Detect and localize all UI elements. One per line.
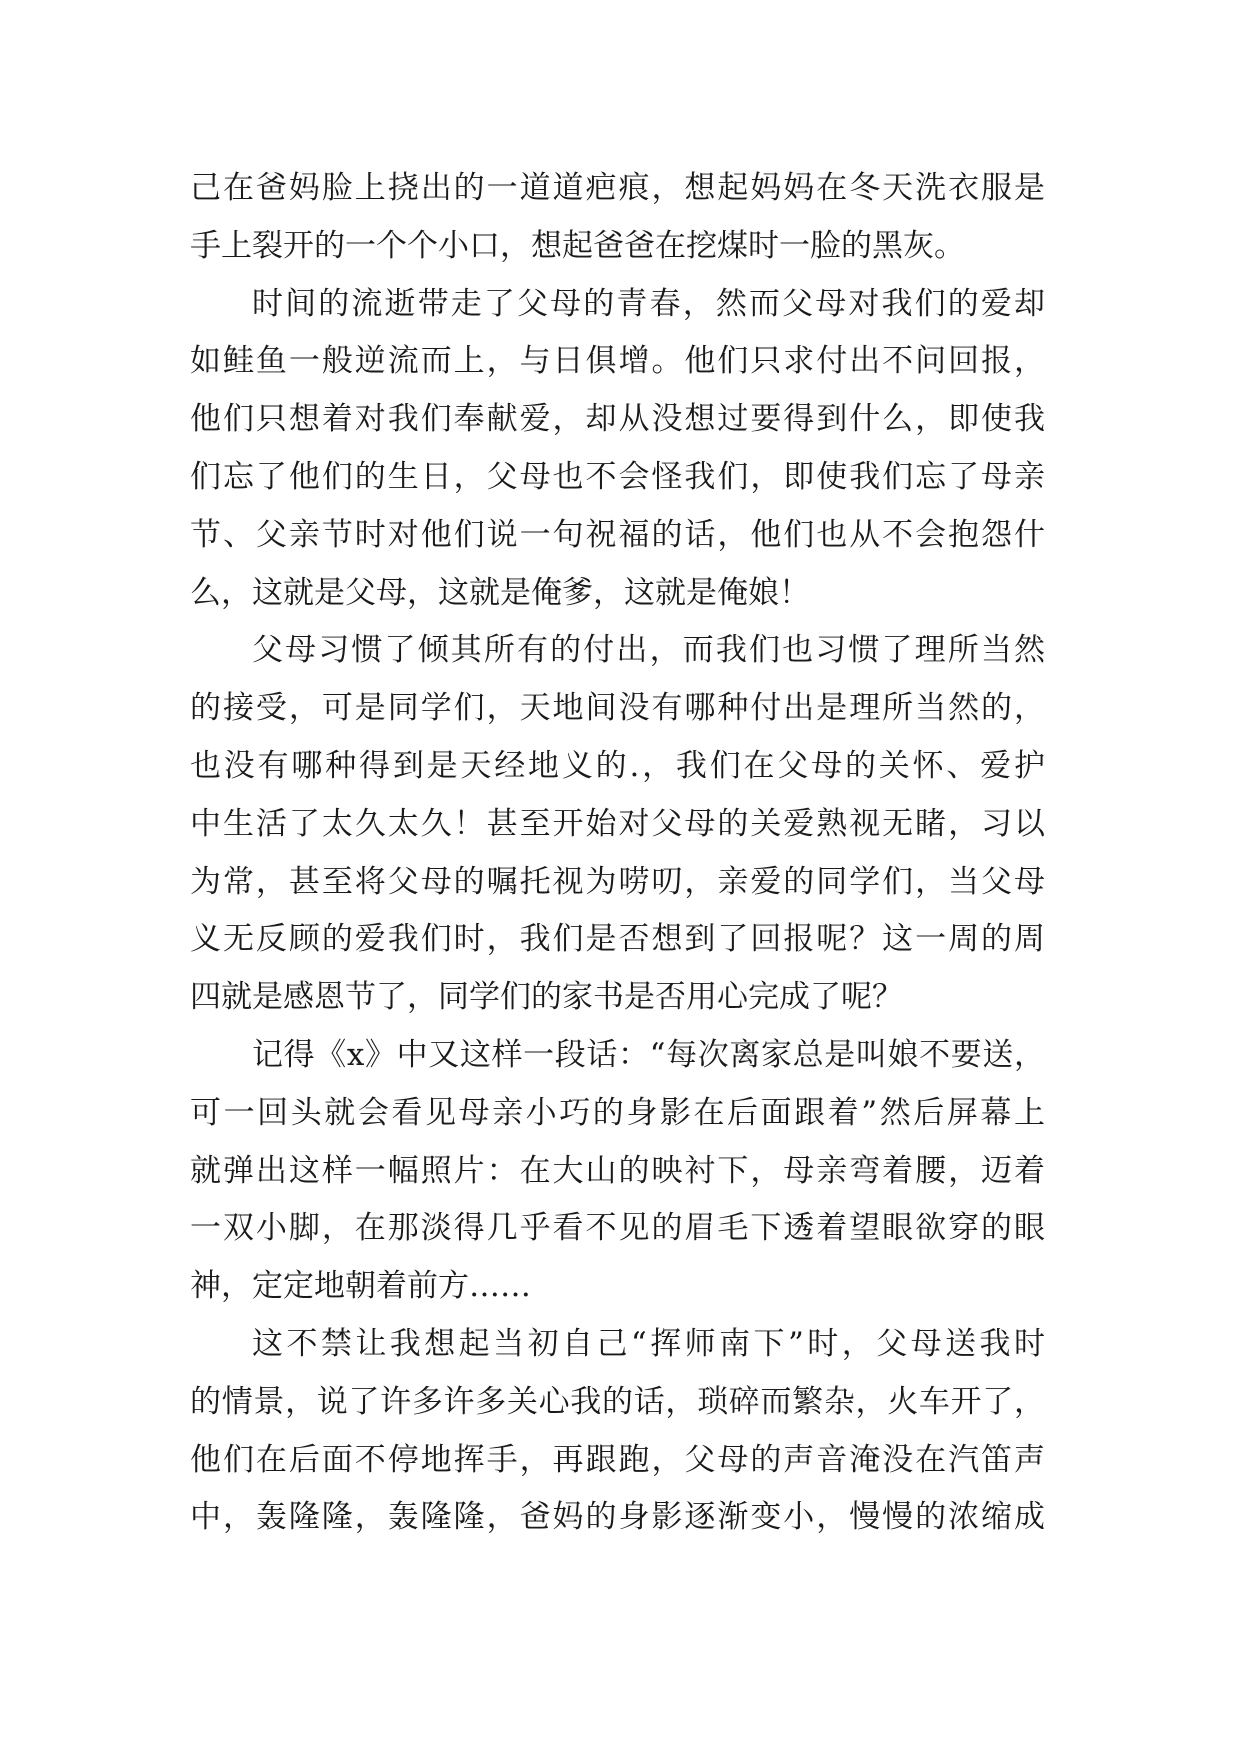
text-line: 他们只想着对我们奉献爱，却从没想过要得到什么，即使我: [190, 401, 1045, 438]
text-line: 么，这就是父母，这就是俺爹，这就是俺娘！: [190, 574, 810, 611]
text-line: 中生活了太久太久！甚至开始对父母的关爱熟视无睹，习以: [190, 805, 1045, 842]
text-line: 也没有哪种得到是天经地义的.，我们在父母的关怀、爱护: [190, 747, 1045, 784]
text-line: 义无反顾的爱我们时，我们是否想到了回报呢？这一周的周: [190, 921, 1045, 958]
text-line: 手上裂开的一个个小口，想起爸爸在挖煤时一脸的黑灰。: [190, 227, 965, 264]
text-line: 记得《x》中又这样一段话：“每次离家总是叫娘不要送，: [252, 1036, 1045, 1073]
text-line: 的接受，可是同学们，天地间没有哪种付出是理所当然的，: [190, 690, 1045, 727]
text-line: 就弹出这样一幅照片：在大山的映衬下，母亲弯着腰，迈着: [190, 1152, 1045, 1189]
body-text: [190, 160, 1045, 1547]
text-line: 时间的流逝带走了父母的青春，然而父母对我们的爱却: [252, 285, 1045, 322]
text-line: 己在爸妈脸上挠出的一道道疤痕，想起妈妈在冬天洗衣服是: [190, 170, 1045, 206]
text-line: 为常，甚至将父母的嘱托视为唠叨，亲爱的同学们，当父母: [190, 863, 1045, 900]
text-line: 四就是感恩节了，同学们的家书是否用心完成了呢？: [190, 979, 903, 1016]
text-line: 父母习惯了倾其所有的付出，而我们也习惯了理所当然: [252, 632, 1045, 669]
text-line: 这不禁让我想起当初自己“挥师南下”时，父母送我时: [252, 1325, 1045, 1362]
text-line: 可一回头就会看见母亲小巧的身影在后面跟着”然后屏幕上: [190, 1094, 1045, 1131]
text-line: 如鲑鱼一般逆流而上，与日俱增。他们只求付出不问回报，: [190, 343, 1045, 380]
text-line: 节、父亲节时对他们说一句祝福的话，他们也从不会抱怨什: [190, 516, 1045, 553]
text-line: 他们在后面不停地挥手，再跟跑，父母的声音淹没在汽笛声: [190, 1441, 1045, 1478]
text-line: 中，轰隆隆，轰隆隆，爸妈的身影逐渐变小，慢慢的浓缩成: [190, 1499, 1045, 1536]
text-line: 们忘了他们的生日，父母也不会怪我们，即使我们忘了母亲: [190, 458, 1045, 495]
text-line: 一双小脚，在那淡得几乎看不见的眉毛下透着望眼欲穿的眼: [190, 1210, 1045, 1247]
text-line: 神，定定地朝着前方……: [190, 1268, 531, 1305]
text-line: 的情景，说了许多许多关心我的话，琐碎而繁杂，火车开了，: [190, 1383, 1045, 1420]
